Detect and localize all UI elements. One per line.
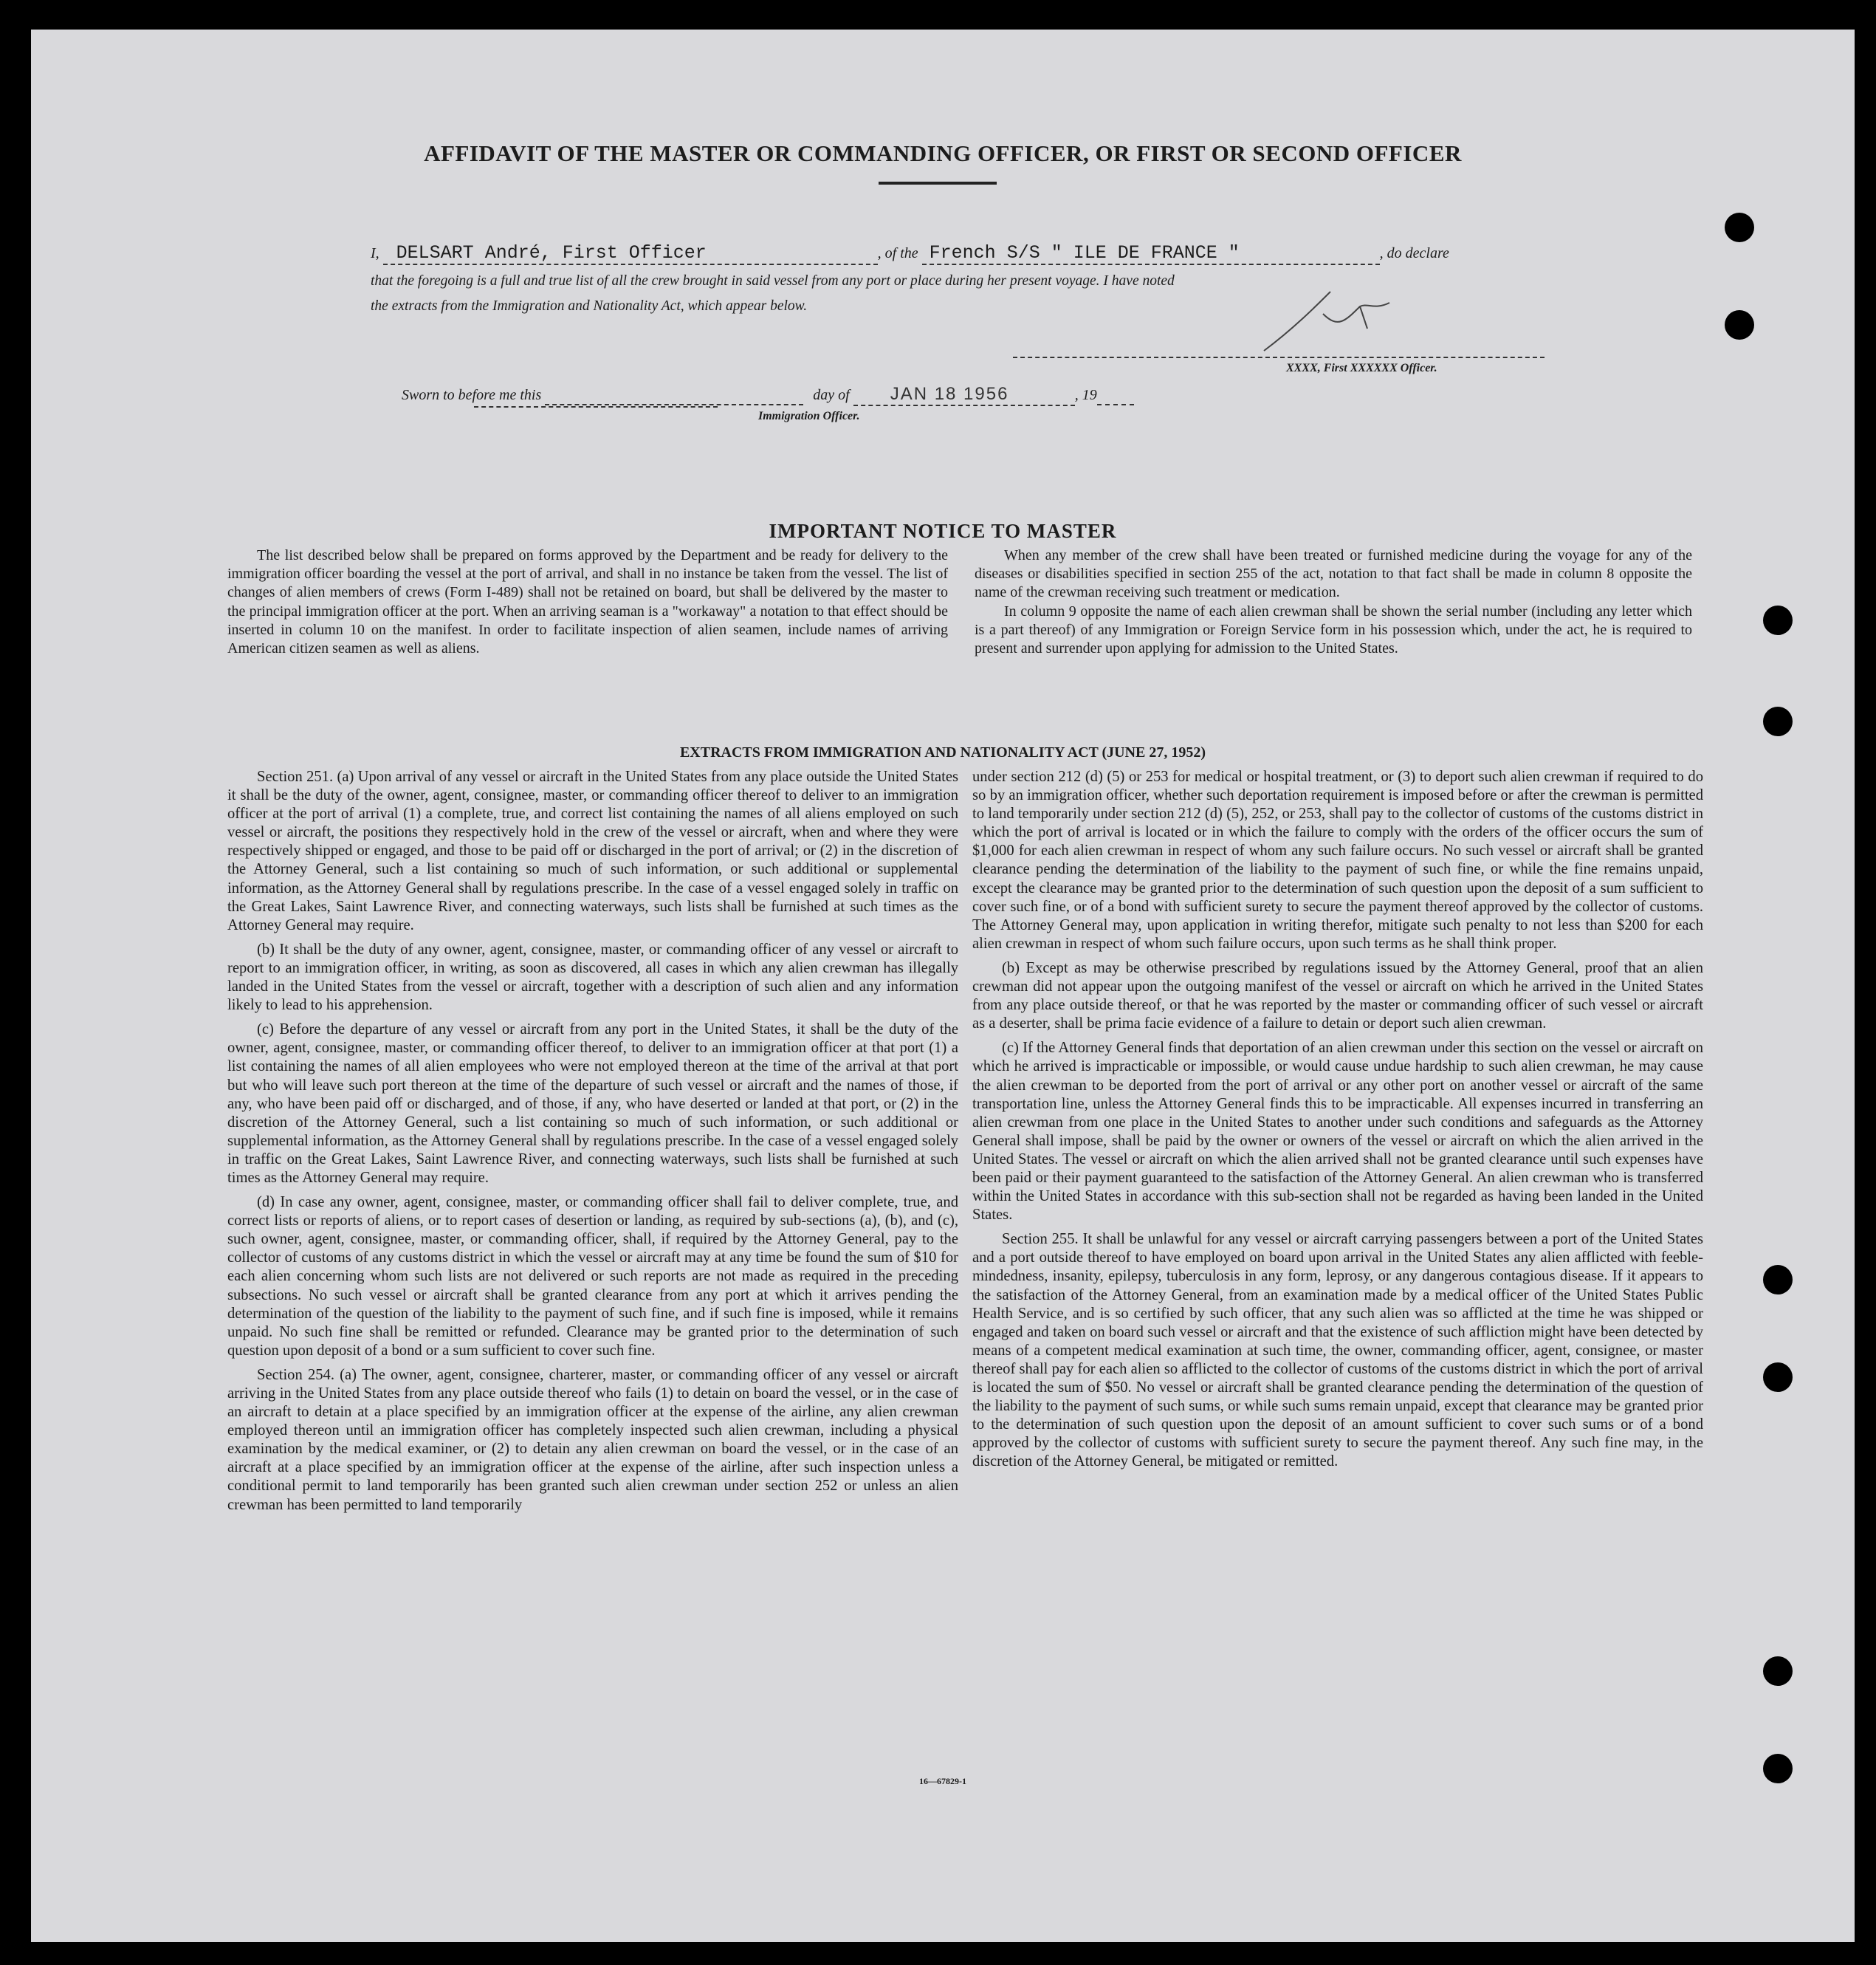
punch-hole	[1763, 1656, 1793, 1686]
date-field	[853, 384, 1075, 406]
notice-right-paragraph-2: In column 9 opposite the name of each alien crewman shall be shown the serial number (including any letter which is a part thereof) of any Immigration or Foreign Service form in his possession which, under the act, he is required to present and surrender upon applying for admission to the United States.	[975, 603, 1692, 657]
notice-right-paragraph-1: When any member of the crew shall have been treated or furnished medicine during the voyage for any of the diseases or disabilities specified in section 255 of the act, notation to that fact shall be made in column 8 opposite the name of the crewman receiving such treatment or medication.	[975, 547, 1692, 601]
extracts-left-column	[227, 768, 958, 1520]
notice-left-paragraph: The list described below shall be prepared on forms approved by the Department and be ready for delivery to the immigration officer boarding the vessel at the port of arrival, and shall in no instance be taken from the vessel. The list of changes of alien members of crews (Form I-489) shall not be retained on board, but shall be delivered by the master to the principal immigration officer at the port. When an arriving seaman is a "workaway" a notation to that effect should be inserted in column 10 on the manifest. In order to facilitate inspection of alien seamen, include names of arriving American citizen seamen as well as aliens.	[227, 547, 948, 657]
of-the-text: , of the	[877, 245, 918, 261]
form-number: 16—67829-1	[919, 1776, 966, 1786]
officer-name-field	[383, 242, 878, 265]
affidavit-line-2: that the foregoing is a full and true list of all the crew brought in said vessel from any port or place during her present voyage. I have noted	[371, 273, 1175, 289]
extracts-title: EXTRACTS FROM IMMIGRATION AND NATIONALITY ACT (JUNE 27, 1952)	[679, 744, 1206, 761]
immigration-officer-line	[474, 406, 718, 408]
day-of-text: day of	[813, 387, 850, 403]
officer-title-label: XXXX, First XXXXXX Officer.	[1286, 362, 1437, 374]
vessel-name: French S/S " ILE DE FRANCE "	[929, 242, 1240, 264]
officer-signature	[1249, 284, 1419, 358]
punch-hole	[1763, 1265, 1793, 1294]
sworn-line	[402, 384, 1583, 406]
punch-hole	[1763, 1754, 1793, 1783]
punch-hole	[1763, 707, 1793, 736]
section-251-a: Section 251. (a) Upon arrival of any vessel or aircraft in the United States from any place outside the United States it shall be the duty of the owner, agent, consignee, master, or commanding officer thereof to deliver to an immigration officer at the port of arrival (1) a complete, true, and correct list containing the names of all aliens employed on such vessel or aircraft, the positions they respectively hold in the crew of the vessel or aircraft, when and where they were respectively shipped or engaged, and those to be paid off or discharged in the port of arrival; or (2) in the discretion of the Attorney General, such a list containing so much of such information, or such additional or supplemental information, as the Attorney General shall by regulations prescribe. In the case of a vessel engaged solely in traffic on the Great Lakes, Saint Lawrence River, and connecting waterways, such lists shall be furnished at such times as the Attorney General may require.	[227, 769, 958, 933]
section-254-a: Section 254. (a) The owner, agent, consignee, charterer, master, or commanding officer of any vessel or aircraft arriving in the United States from any place outside thereof who fails (1) to detain on board the vessel, or in the case of an aircraft to detain at a place specified by an immigration officer at the expense of the airline, any alien crewman employed thereon until an immigration officer has completely inspected such alien crewman, including a physical examination by the medical examiner, or (2) to detain any alien crewman on board the vessel, or in the case of an aircraft at a place specified by an immigration officer at the expense of the airline, after such inspection unless a conditional permit to land temporarily has been granted such alien crewman under section 252 or unless an alien crewman has been permitted to land temporarily	[227, 1366, 958, 1513]
affidavit-prefix: I,	[371, 245, 379, 261]
punch-hole	[1725, 213, 1754, 242]
section-255: Section 255. It shall be unlawful for any vessel or aircraft carrying passengers between a port of the United States and a port outside thereof to have employed on board upon arrival in the United States any alien afflicted with feeble-mindedness, insanity, epilepsy, tuberculosis in any form, leprosy, or any dangerous contagious disease. If it appears to the satisfaction of the Attorney General, from an examination made by a medical officer of the United States Public Health Service, and is so certified by such officer, that any such alien was so afflicted at the time he was shipped or engaged and taken on board such vessel or aircraft and that the existence of such affliction might have been detected by means of a competent medical examination at such time, the owner, commanding officer, agent, consignee, or master thereof shall pay for each alien so afflicted to the collector of customs of the customs district in which the port of arrival is located the sum of $50. No vessel or aircraft shall be granted clearance pending the determination of the question of the liability to the payment of such sums, or while such sums remain unpaid, except that clearance may be granted prior to the determination of such question upon the deposit of an amount sufficient to cover such sums or of a bond approved by the collector of customs with sufficient surety to secure the payment thereof. Any such fine may, in the discretion of the Attorney General, be mitigated or remitted.	[972, 1231, 1703, 1470]
section-254-b: (b) Except as may be otherwise prescribed by regulations issued by the Attorney General, proof that an alien crewman did not appear upon the outgoing manifest of the vessel or aircraft on which he arrived in the United States from any place outside thereof, or that he was reported by the master or commanding officer of such vessel or aircraft as a deserter, shall be prima facie evidence of a failure to detain or deport such alien crewman.	[972, 959, 1703, 1032]
sworn-text: Sworn to before me this	[402, 387, 542, 403]
year-text: , 19	[1074, 387, 1097, 403]
sworn-day-field	[545, 387, 803, 405]
notice-right-column	[975, 546, 1692, 658]
affidavit-line-3: the extracts from the Immigration and Nationality Act, which appear below.	[371, 298, 808, 314]
document-page	[31, 30, 1855, 1942]
notice-title: IMPORTANT NOTICE TO MASTER	[769, 520, 1117, 542]
punch-hole	[1763, 1362, 1793, 1392]
date-stamp: JAN 18 1956	[890, 384, 1009, 404]
year-field	[1097, 387, 1134, 405]
section-254-c: (c) If the Attorney General finds that deportation of an alien crewman under this section on the vessel or aircraft on which he arrived is impracticable or impossible, or would cause undue hardship to such alien crewman, he may cause the alien crewman to be deported from the port of arrival or any other port on another vessel or aircraft of the same transportation line, unless the Attorney General finds this to be impracticable. All expenses incurred in transferring an alien crewman from one place in the United States to another under such conditions and safeguards as the Attorney General shall impose, shall be paid by the owner or owners of the vessel or aircraft on which the alien arrived in the United States. The vessel or aircraft on which the alien arrived shall not be granted clearance until such expenses have been paid or their payment guaranteed to the satisfaction of the Attorney General. An alien crewman who is transferred within the United States in accordance with this sub-section shall not be regarded as having been landed in the United States.	[972, 1040, 1703, 1224]
affidavit-title: AFFIDAVIT OF THE MASTER OR COMMANDING OFFICER, OR FIRST OR SECOND OFFICER	[424, 140, 1462, 166]
affidavit-line-1	[371, 242, 1552, 265]
immigration-officer-label: Immigration Officer.	[758, 410, 860, 422]
section-251-d: (d) In case any owner, agent, consignee, master, or commanding officer shall fail to deliver complete, true, and correct lists or reports of aliens, or to report cases of desertion or landing, as required by sub-sections (a), (b), and (c), such owner, agent, consignee, master, or commanding officer, shall, if required by the Attorney General, pay to the collector of customs of any customs district in which the vessel or aircraft may at any time be found the sum of $10 for each alien concerning whom such lists are not delivered or such reports are not made as required in the preceding subsections. No such vessel or aircraft shall be granted clearance from any port at which it arrives pending the determination of the question of the liability to the payment of such fine, and if such fine is imposed, while it remains unpaid. No such fine shall be remitted or refunded. Clearance may be granted prior to the determination of such question upon deposit of a bond or a sum sufficient to cover such fine.	[227, 1194, 958, 1359]
section-251-b: (b) It shall be the duty of any owner, agent, consignee, master, or commanding officer of any vessel or aircraft to report to an immigration officer, in writing, as soon as discovered, all cases in which any alien crewman has illegally landed in the United States from the vessel or aircraft, together with a description of such alien and any information likely to lead to his apprehension.	[227, 941, 958, 1014]
signature-line	[1013, 357, 1545, 358]
section-254-a-continued: under section 212 (d) (5) or 253 for medical or hospital treatment, or (3) to deport such alien crewman if required to do so by an immigration officer, whether such deportation requirement is imposed before or after the crewman is permitted to land temporarily under section 212 (d) (5), 252, or 253, shall pay to the collector of customs of the customs district in which the port of arrival is located or in which the failure to comply with the orders of the officer occurs the sum of $1,000 for each alien crewman in respect of whom any such failure occurs. No such vessel or aircraft shall be granted clearance pending the determination of the liability to the payment of such fine, or while the fine remains unpaid, except the clearance may be granted prior to the determination of such question upon the deposit of a sum sufficient to cover such fine, or of a bond with sufficient surety to secure the payment thereof approved by the collector of customs. The Attorney General may, upon application in writing therefor, mitigate such penalty to not less than $200 for each alien crewman in respect of whom such failure occurs, upon such terms as he shall think proper.	[972, 769, 1703, 952]
do-declare-text: , do declare	[1379, 245, 1449, 261]
vessel-field	[922, 242, 1380, 265]
officer-name: DELSART André, First Officer	[396, 242, 707, 264]
punch-hole	[1763, 606, 1793, 635]
notice-left-column	[227, 546, 948, 658]
section-251-c: (c) Before the departure of any vessel or aircraft from any port in the United States, it shall be the duty of the owner, agent, consignee, master, or commanding officer thereof, to deliver to an immigration officer at that port (1) a list containing the names of all alien employees who were not employed thereon at the time of the arrival at that port but who will leave such port thereon at the time of the departure of such vessel or aircraft and the names of those, if any, who have been paid off or discharged, and of those, if any, who have deserted or landed at that port, or (2) in the discretion of the Attorney General, such a list containing so much of such information, or such additional or supplemental information, as the Attorney General shall by regulations prescribe. In the case of a vessel engaged solely in traffic on the Great Lakes, Saint Lawrence River, and connecting waterways, such lists shall be furnished at such times as the Attorney General may require.	[227, 1021, 958, 1186]
punch-hole	[1725, 310, 1754, 340]
extracts-right-column	[972, 768, 1703, 1477]
title-divider	[879, 182, 997, 185]
